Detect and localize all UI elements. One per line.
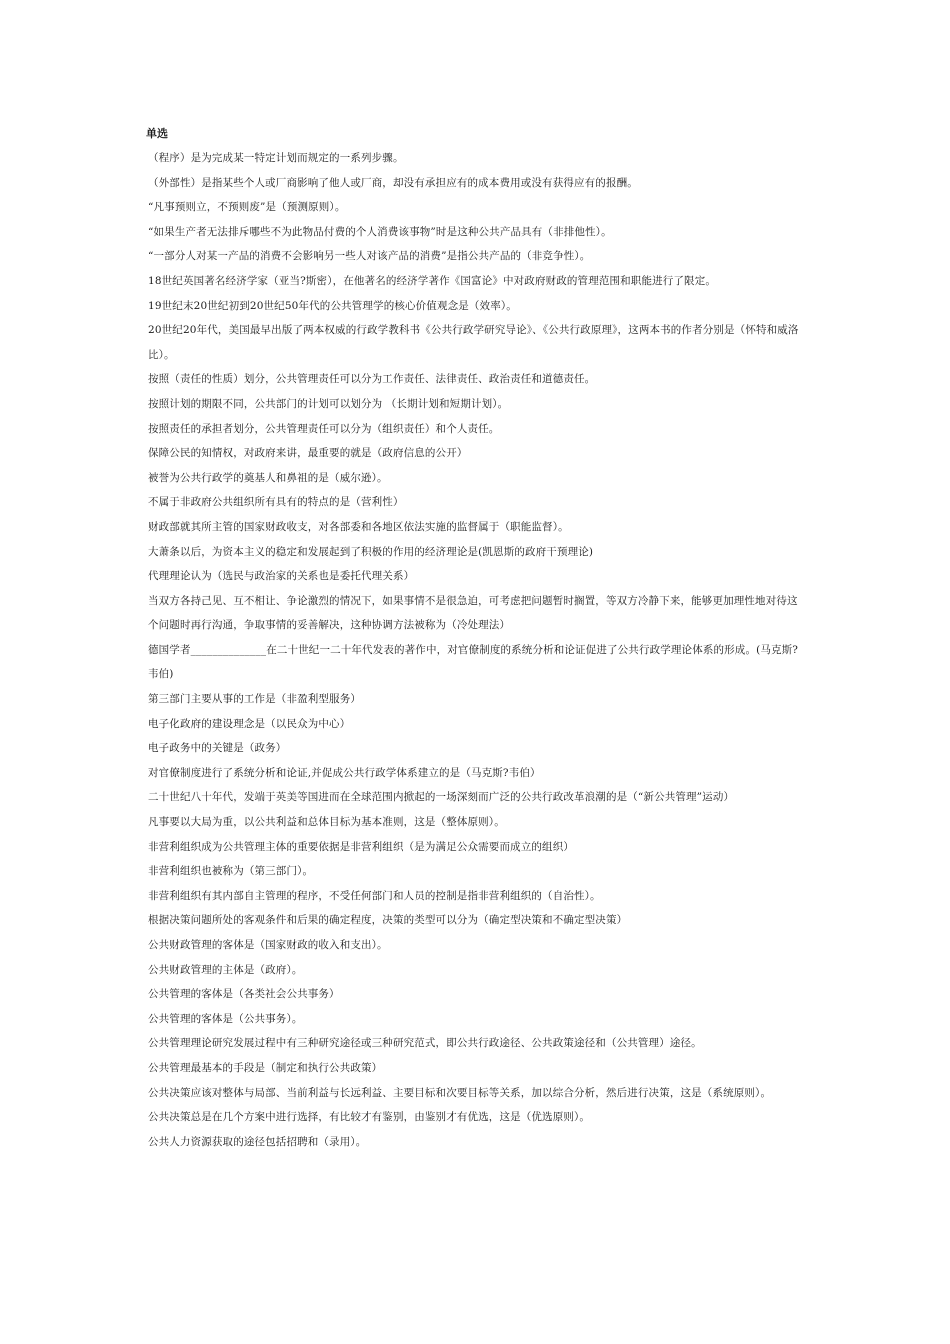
question-item: 保障公民的知情权，对政府来讲，最重要的就是（政府信息的公开） (148, 447, 468, 460)
question-item: 电子化政府的建设理念是（以民众为中心） (148, 717, 351, 730)
question-item: 按照计划的期限不同，公共部门的计划可以划分为 （长期计划和短期计划）。 (148, 397, 509, 410)
question-item: 公共管理的客体是（公共事务）。 (148, 1012, 303, 1025)
section-heading: 单选 (146, 127, 168, 140)
question-list (148, 146, 808, 1154)
document-page (148, 126, 808, 1154)
question-item: 二十世纪八十年代，发端于英美等国进而在全球范围内掀起的一场深刻而广泛的公共行政改革浪潮的是（“新公共管理”运动） (148, 791, 735, 804)
question-item: 凡事要以大局为重，以公共利益和总体目标为基本准则，这是（整体原则）。 (148, 816, 505, 829)
question-item: 按照责任的承担者划分，公共管理责任可以分为（组织责任）和个人责任。 (148, 422, 500, 435)
question-item: 财政部就其所主管的国家财政收支，对各部委和各地区依法实施的监督属于（职能监督）。 (148, 520, 569, 533)
question-item: 19世纪末20世纪初到20世纪50年代的公共管理学的核心价值观念是（效率）。 (148, 299, 517, 312)
question-item: 大萧条以后，为资本主义的稳定和发展起到了积极的作用的经济理论是(凯恩斯的政府干预理论) (148, 545, 594, 558)
question-item: 非营利组织成为公共管理主体的重要依据是非营利组织（是为满足公众需要而成立的组织） (148, 840, 574, 853)
question-item: 公共决策应该对整体与局部、当前利益与长远利益、主要目标和次要目标等关系，加以综合分析，然后进行决策，这是（系统原则）。 (148, 1086, 772, 1099)
question-item: 公共管理最基本的手段是（制定和执行公共政策） (148, 1061, 383, 1074)
question-item: 代理理论认为（选民与政治家的关系也是委托代理关系） (148, 570, 415, 583)
question-item: “一部分人对某一产品的消费不会影响另一些人对该产品的消费”是指公共产品的（非竞争性）。 (148, 250, 591, 263)
question-item: 德国学者______________在二十世纪一二十年代发表的著作中，对官僚制度的系统分析和论证促进了公共行政学理论体系的形成。(马克斯?韦伯) (148, 643, 799, 681)
question-item: 20世纪20年代，美国最早出版了两本权威的行政学教科书《公共行政学研究导论》、《公共行政原理》，这两本书的作者分别是（怀特和威洛比）。 (148, 324, 799, 361)
question-item: （外部性）是指某些个人或厂商影响了他人或厂商，却没有承担应有的成本费用或没有获得应有的报酬。 (148, 176, 638, 189)
question-item: 公共人力资源获取的途径包括招聘和（录用）。 (148, 1135, 367, 1148)
question-item: 公共决策总是在几个方案中进行选择，有比较才有鉴别，由鉴别才有优选，这是（优选原则）。 (148, 1111, 591, 1124)
question-item: 按照（责任的性质）划分，公共管理责任可以分为工作责任、法律责任、政治责任和道德责任。 (148, 373, 596, 386)
question-item: 公共管理的客体是（各类社会公共事务） (148, 988, 340, 1001)
question-item: 公共管理理论研究发展过程中有三种研究途径或三种研究范式，即公共行政途径、公共政策途径和（公共管理）途径。 (148, 1037, 702, 1050)
question-item: 根据决策问题所处的客观条件和后果的确定程度，决策的类型可以分为（确定型决策和不确定型决策） (148, 914, 628, 927)
question-item: 被誉为公共行政学的奠基人和鼻祖的是（威尔逊）。 (148, 471, 388, 484)
question-item: 非营利组织有其内部自主管理的程序，不受任何部门和人员的控制是指非营利组织的（自治性）。 (148, 889, 601, 902)
question-item: “凡事预则立，不预则废”是（预测原则）。 (148, 201, 346, 214)
question-item: 电子政务中的关键是（政务） (148, 742, 287, 755)
question-item: 公共财政管理的主体是（政府）。 (148, 963, 303, 976)
question-item: 当双方各持己见、互不相让、争论激烈的情况下，如果事情不是很急迫，可考虑把问题暂时搁置，等双方冷静下来，能够更加理性地对待这个问题时再行沟通，争取事情的妥善解决，这种协调方法被称为（冷处理法） (148, 594, 798, 632)
question-item: （程序）是为完成某一特定计划而规定的一系列步骤。 (148, 152, 404, 164)
question-item: “如果生产者无法排斥哪些不为此物品付费的个人消费该事物”时是这种公共产品具有（非排他性）。 (148, 225, 612, 238)
question-item: 非营利组织也被称为（第三部门）。 (148, 865, 314, 878)
question-item: 18世纪英国著名经济学家（亚当?斯密），在他著名的经济学著作《国富论》中对政府财政的管理范围和职能进行了限定。 (148, 274, 716, 287)
question-item: 对官僚制度进行了系统分析和论证,并促成公共行政学体系建立的是（马克斯?韦伯） (148, 766, 541, 779)
question-item: 不属于非政府公共组织所有具有的特点的是（营利性） (148, 496, 404, 509)
question-item: 第三部门主要从事的工作是（非盈利型服务） (148, 693, 361, 706)
question-item: 公共财政管理的客体是（国家财政的收入和支出）。 (148, 939, 388, 951)
